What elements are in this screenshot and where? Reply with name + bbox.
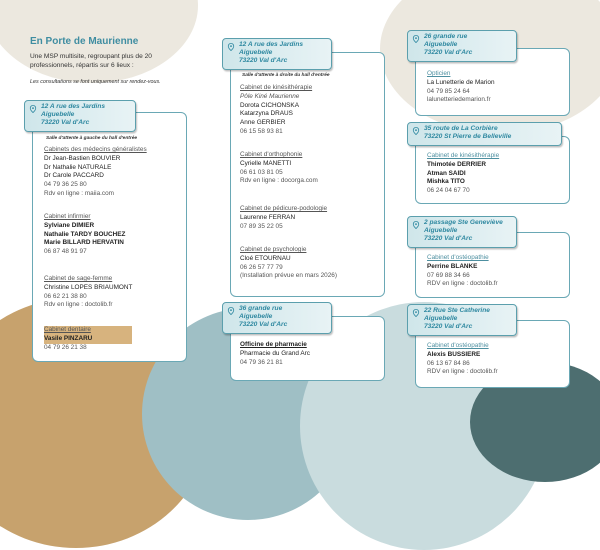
- section-title: Cabinet de sage-femme: [44, 275, 113, 282]
- phone-number: 06 62 21 38 80: [44, 292, 87, 300]
- map-pin-icon: [29, 105, 37, 113]
- map-pin-icon: [412, 221, 420, 229]
- address-line: Aiguebelle: [424, 315, 458, 322]
- practice-name: Pharmacie du Grand Arc: [240, 349, 310, 357]
- address-header: [407, 216, 517, 248]
- section-title: Cabinet d'ostéopathie: [427, 254, 489, 261]
- section-title: Cabinet d'orthophonie: [240, 151, 303, 158]
- phone-number: 06 15 58 93 81: [240, 127, 283, 135]
- section-physiotherapy: [240, 84, 380, 137]
- map-pin-icon: [227, 43, 235, 51]
- phone-number: 06 13 67 84 86: [427, 359, 470, 367]
- address-line: 12 A rue des Jardins: [239, 41, 304, 48]
- practitioner-name: Atman SAIDI: [427, 169, 466, 177]
- waiting-room-note: Salle d'attente à droite du hall d'entrée: [242, 73, 330, 78]
- address-header: [407, 304, 517, 336]
- address-header: [222, 302, 332, 334]
- address-header: [407, 122, 562, 146]
- section-midwife: [44, 275, 184, 310]
- section-physiotherapy-2: [427, 152, 567, 196]
- practitioner-name: Dr Jean-Bastien BOUVIER: [44, 154, 121, 162]
- section-general-practitioners: [44, 146, 184, 199]
- practice-name: Pôle Kiné Maurienne: [240, 92, 300, 100]
- section-nursing: [44, 213, 184, 257]
- phone-number: 06 24 04 67 70: [427, 187, 470, 195]
- address-line: Aiguebelle: [424, 227, 458, 234]
- practitioner-name: Christine LOPES BRIAUMONT: [44, 283, 133, 291]
- section-osteopathy-2: [427, 342, 567, 377]
- address-line: 73220 Val d'Arc: [424, 49, 473, 56]
- practitioner-name: Vasile PINZARU: [44, 335, 132, 344]
- online-booking: RDV en ligne : doctolib.fr: [427, 368, 498, 376]
- phone-number: 04 79 36 25 80: [44, 181, 87, 189]
- practitioner-name: Perrine BLANKE: [427, 262, 478, 270]
- address-line: Aiguebelle: [41, 111, 75, 118]
- map-pin-icon: [412, 35, 420, 43]
- address-line: 73220 Val d'Arc: [424, 235, 473, 242]
- section-osteopathy: [427, 254, 567, 289]
- practitioner-name: Katarzyna DRAUS: [240, 110, 293, 118]
- practitioner-name: Mishka TITO: [427, 178, 465, 186]
- practitioner-name: Anne GERBIER: [240, 119, 286, 127]
- phone-number: 06 87 48 91 97: [44, 248, 87, 256]
- intro-text: Une MSP multisite, regroupant plus de 20 professionnels, répartis sur 6 lieux :: [30, 53, 152, 69]
- section-title: Cabinet infirmier: [44, 213, 91, 220]
- address-line: 73220 Val d'Arc: [239, 321, 288, 328]
- address-line: 12 A rue des Jardins: [41, 103, 106, 110]
- practitioner-name: Dorota CICHONSKA: [240, 101, 299, 109]
- map-pin-icon: [227, 307, 235, 315]
- address-line: 35 route de La Corbière: [424, 125, 498, 132]
- address-line: Aiguebelle: [239, 313, 273, 320]
- online-booking: Rdv en ligne : doctolib.fr: [44, 301, 113, 309]
- phone-number: 06 61 03 81 05: [240, 168, 283, 176]
- section-optician: [427, 70, 567, 105]
- phone-number: 04 79 26 21 38: [44, 343, 87, 351]
- practitioner-name: Sylviane DIMIER: [44, 221, 95, 229]
- address-line: Aiguebelle: [424, 41, 458, 48]
- phone-number: 07 89 35 22 05: [240, 222, 283, 230]
- section-pharmacy: [240, 341, 380, 367]
- map-pin-icon: [412, 309, 420, 317]
- practitioner-name: Dr Carole PACCARD: [44, 172, 104, 180]
- practitioner-name: Marie BILLARD HERVATIN: [44, 239, 124, 247]
- practitioner-name: Cyrielle MANETTI: [240, 159, 292, 167]
- practitioner-name: Alexis BUSSIERE: [427, 350, 481, 358]
- address-line: 22 Rue Ste Catherine: [424, 307, 490, 314]
- online-booking: Rdv en ligne : maiia.com: [44, 189, 114, 197]
- phone-number: 04 79 36 21 81: [240, 358, 283, 366]
- section-title: Cabinets des médecins généralistes: [44, 146, 147, 153]
- section-dentist: [44, 326, 132, 352]
- address-line: 73220 St Pierre de Belleville: [424, 133, 512, 140]
- practitioner-name: Cloé ETOURNAU: [240, 254, 291, 262]
- section-title: Cabinet de kinésithérapie: [427, 152, 500, 159]
- section-speech-therapy: [240, 151, 380, 186]
- address-header: [24, 100, 136, 132]
- section-title: Officine de pharmacie: [240, 341, 307, 348]
- practitioner-name: Nathalie TARDY BOUCHEZ: [44, 230, 126, 238]
- address-line: 26 grande rue: [424, 33, 468, 40]
- section-title: Opticien: [427, 70, 451, 77]
- address-line: 73220 Val d'Arc: [424, 323, 473, 330]
- section-psychology: [240, 246, 380, 281]
- intro-note: Les consultations se font uniquement sur rendez-vous.: [30, 78, 161, 85]
- section-title: Cabinet d'ostéopathie: [427, 342, 489, 349]
- map-pin-icon: [412, 127, 420, 135]
- phone-number: 06 26 57 77 79: [240, 263, 283, 271]
- address-line: 36 grande rue: [239, 305, 283, 312]
- website: lalunetteriedemarion.fr: [427, 96, 491, 104]
- online-booking: Rdv en ligne : docorga.com: [240, 177, 318, 185]
- section-title: Cabinet de psychologie: [240, 246, 307, 253]
- intro: [30, 36, 190, 94]
- waiting-room-note: Salle d'attente à gauche du hall d'entrée: [46, 136, 138, 141]
- practice-name: La Lunetterie de Marion: [427, 78, 495, 86]
- phone-number: 07 69 88 34 66: [427, 271, 470, 279]
- installation-note: (Installation prévue en mars 2026): [240, 272, 337, 280]
- address-header: [407, 30, 517, 62]
- address-line: 2 passage Ste Geneviève: [424, 219, 503, 226]
- section-title: Cabinet de kinésithérapie: [240, 84, 313, 91]
- address-line: 73220 Val d'Arc: [239, 57, 288, 64]
- online-booking: RDV en ligne : doctolib.fr: [427, 280, 498, 288]
- address-line: 73220 Val d'Arc: [41, 119, 90, 126]
- phone-number: 04 79 85 24 64: [427, 87, 470, 95]
- intro-title: En Porte de Maurienne: [30, 36, 139, 47]
- practitioner-name: Dr Nathalie NATURALE: [44, 163, 112, 171]
- practitioner-name: Thimotée DERRIER: [427, 160, 486, 168]
- address-header: [222, 38, 332, 70]
- section-title: Cabinet de pédicure-podologie: [240, 205, 328, 212]
- practitioner-name: Laurenne FERRAN: [240, 213, 296, 221]
- section-title: Cabinet dentaire: [44, 326, 132, 335]
- address-line: Aiguebelle: [239, 49, 273, 56]
- section-podiatry: [240, 205, 380, 231]
